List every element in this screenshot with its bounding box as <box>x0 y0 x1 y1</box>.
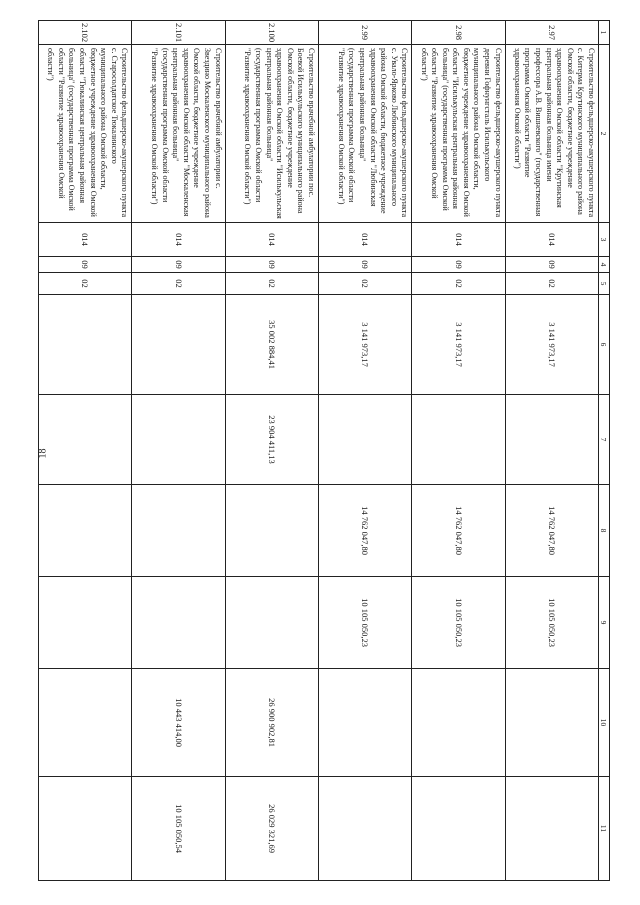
amount-col7 <box>505 395 598 485</box>
amount-col11: 26 029 321,69 <box>225 777 318 881</box>
amount-col9: 10 105 050,23 <box>319 577 412 669</box>
amount-col8: 14 762 047,80 <box>412 485 505 577</box>
column-number: 7 <box>599 395 610 485</box>
project-description: Строительство фельдшерско-акушерского пункта деревни Гофнунгсталь Исилькульского муниципального района Омской области, бюджетное учреждение здравоохранения Омской области "Исилькульская центральная районная больница" (государственная программа Омской области "Развитие здравоохранения Омской области") <box>412 45 505 223</box>
code-col4: 09 <box>319 257 412 273</box>
amount-col7 <box>412 395 505 485</box>
amount-col6 <box>132 295 225 395</box>
amount-col6 <box>39 295 132 395</box>
budget-table <box>38 20 610 881</box>
column-number: 5 <box>599 273 610 295</box>
amount-col10: 10 443 414,00 <box>132 669 225 777</box>
amount-col7 <box>319 395 412 485</box>
amount-col7: 23 904 411,13 <box>225 395 318 485</box>
row-id: 2.102 <box>39 21 132 45</box>
table-row <box>132 21 225 881</box>
amount-col9: 10 105 050,23 <box>412 577 505 669</box>
code-col5: 02 <box>132 273 225 295</box>
page-number: 18 <box>37 448 49 459</box>
column-number: 6 <box>599 295 610 395</box>
amount-col6: 3 141 973,17 <box>505 295 598 395</box>
amount-col6: 35 002 884,41 <box>225 295 318 395</box>
code-col4: 09 <box>132 257 225 273</box>
project-description: Строительство врачебной амбулатории пос. Боевой Исилькульского муниципального района Омской области, бюджетное учреждение здравоохранения Омской области "Исилькульская центральная районная больница" (государственная программа Омской области "Развитие здравоохранения Омской области") <box>225 45 318 223</box>
amount-col6: 3 141 973,17 <box>412 295 505 395</box>
column-number: 3 <box>599 223 610 257</box>
code-col3: 014 <box>132 223 225 257</box>
table-row <box>319 21 412 881</box>
code-col5: 02 <box>225 273 318 295</box>
project-description: Строительство фельдшерско-акушерского пункта с. Увало-Ярково Любинского муниципального района Омской области, бюджетное учреждение здравоохранения Омской области "Любинская центральная районная больница" (государственная программа Омской области "Развитие здравоохранения Омской области") <box>319 45 412 223</box>
amount-col10 <box>412 669 505 777</box>
row-id: 2.97 <box>505 21 598 45</box>
amount-col11 <box>412 777 505 881</box>
amount-col10 <box>319 669 412 777</box>
code-col5: 02 <box>319 273 412 295</box>
amount-col9 <box>39 577 132 669</box>
column-number: 1 <box>599 21 610 45</box>
budget-table-frame <box>38 20 610 880</box>
amount-col7 <box>132 395 225 485</box>
amount-col8 <box>225 485 318 577</box>
column-number: 11 <box>599 777 610 881</box>
amount-col8: 14 762 047,80 <box>319 485 412 577</box>
project-description: Строительство врачебной амбулатории с. Звездино Москаленского муниципального района Омской области, бюджетное учреждение здравоохранения Омской области "Москаленская центральная районная больница" (государственная программа Омской области "Развитие здравоохранения Омской области") <box>132 45 225 223</box>
amount-col8: 14 762 047,80 <box>505 485 598 577</box>
column-number-row <box>599 21 610 881</box>
code-col3: 014 <box>319 223 412 257</box>
row-id: 2.101 <box>132 21 225 45</box>
code-col4: 09 <box>505 257 598 273</box>
column-number: 8 <box>599 485 610 577</box>
code-col3: 014 <box>225 223 318 257</box>
amount-col8 <box>132 485 225 577</box>
column-number: 2 <box>599 45 610 223</box>
code-col5: 02 <box>505 273 598 295</box>
column-number: 4 <box>599 257 610 273</box>
table-row <box>412 21 505 881</box>
code-col4: 09 <box>39 257 132 273</box>
code-col3: 014 <box>505 223 598 257</box>
amount-col10 <box>505 669 598 777</box>
code-col3: 014 <box>39 223 132 257</box>
code-col3: 014 <box>412 223 505 257</box>
amount-col6: 3 141 973,17 <box>319 295 412 395</box>
code-col4: 09 <box>225 257 318 273</box>
row-id: 2.100 <box>225 21 318 45</box>
amount-col9 <box>132 577 225 669</box>
code-col5: 02 <box>39 273 132 295</box>
column-number: 10 <box>599 669 610 777</box>
row-id: 2.98 <box>412 21 505 45</box>
project-description: Строительство фельдшерско-акушерского пункта с. Китерма Крутинского муниципального района Омской области, бюджетное учреждение здравоохранения Омской области "Крутинская центральная районная больница имени профессора А.В. Вишневского" (государственная программа Омской области "Развитие здравоохранения Омской области") <box>505 45 598 223</box>
code-col4: 09 <box>412 257 505 273</box>
amount-col10: 26 900 902,81 <box>225 669 318 777</box>
amount-col11 <box>39 777 132 881</box>
amount-col11: 10 105 050,54 <box>132 777 225 881</box>
column-number: 9 <box>599 577 610 669</box>
project-description: Строительство фельдшерско-акушерского пункта с. Старосолдатское Тюкалинского муниципального района Омской области, бюджетное учреждение здравоохранения Омской области "Тюкалинская центральная районная больница" (государственная программа Омской области "Развитие здравоохранения Омской области") <box>39 45 132 223</box>
amount-col7 <box>39 395 132 485</box>
table-row <box>39 21 132 881</box>
amount-col9: 10 105 050,23 <box>505 577 598 669</box>
code-col5: 02 <box>412 273 505 295</box>
amount-col11 <box>319 777 412 881</box>
table-row <box>225 21 318 881</box>
amount-col8 <box>39 485 132 577</box>
row-id: 2.99 <box>319 21 412 45</box>
table-row <box>505 21 598 881</box>
amount-col10 <box>39 669 132 777</box>
amount-col11 <box>505 777 598 881</box>
amount-col9 <box>225 577 318 669</box>
